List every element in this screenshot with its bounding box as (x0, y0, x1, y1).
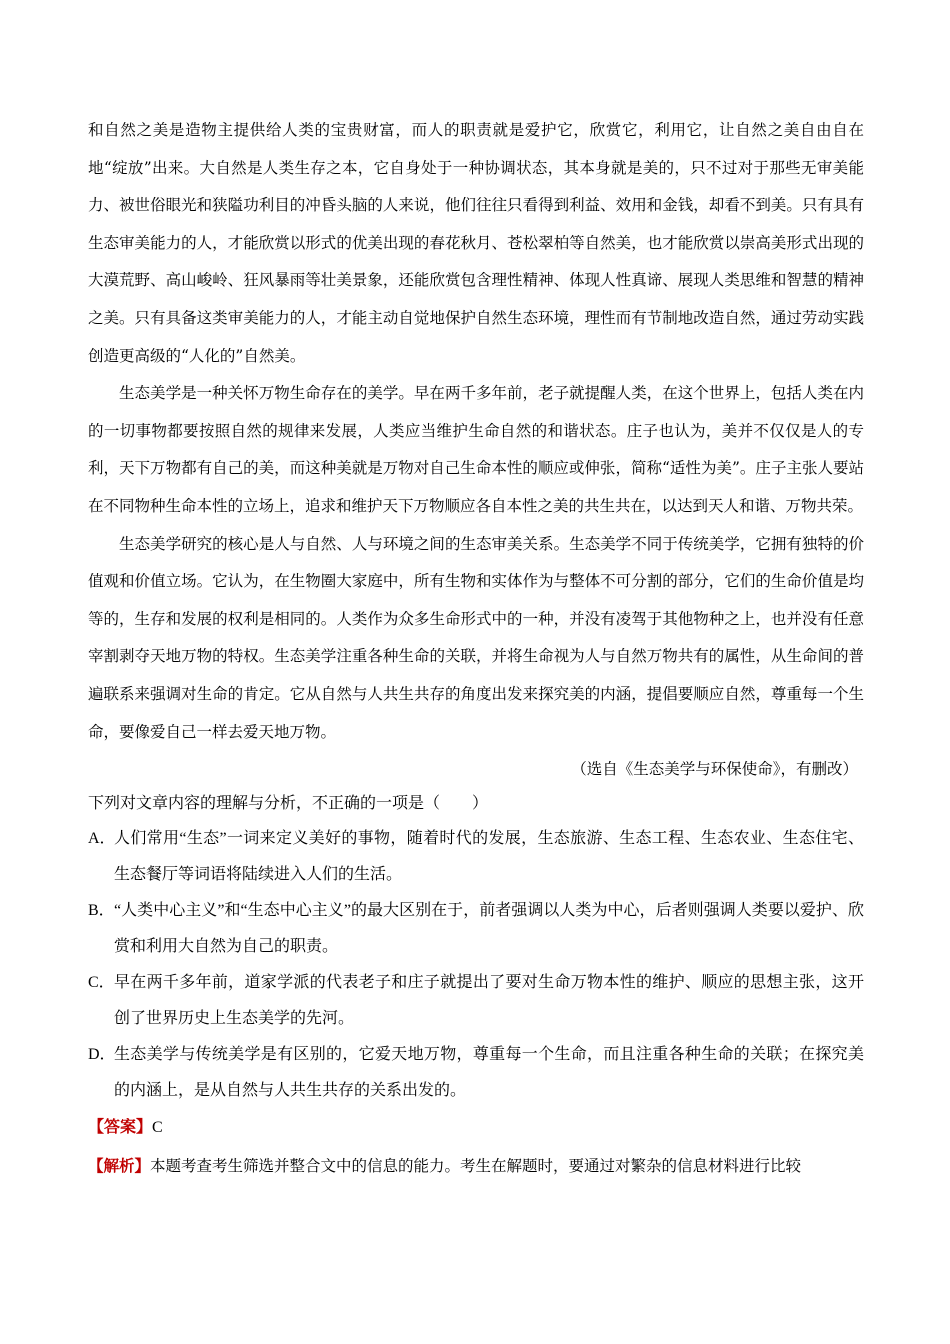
document-page (88, 112, 864, 1185)
option-c-letter: C． (88, 974, 115, 992)
analysis-tag: 【解析】 (88, 1156, 151, 1176)
analysis-text: 本题考查考生筛选并整合文中的信息的能力。考生在解题时，要通过对繁杂的信息材料进行比较 (150, 1157, 802, 1176)
option-d-text: 生态美学与传统美学是有区别的，它爱天地万物，尊重每一个生命，而且注重各种生命的关联；在探究美的内涵上，是从自然与人共生共存的关系出发的。 (114, 1046, 864, 1100)
answer-tag: 【答案】 (88, 1119, 153, 1137)
option-c-text: 早在两千多年前，道家学派的代表老子和庄子就提出了要对生命万物本性的维护、顺应的思想主张，这开创了世界历史上生态美学的先河。 (114, 974, 864, 1028)
passage-paragraph-3: 生态美学研究的核心是人与自然、人与环境之间的生态审美关系。生态美学不同于传统美学，它拥有独特的价值观和价值立场。它认为，在生物圈大家庭中，所有生物和实体作为与整体不可分割的部分，它们的生命价值是均等的，生存和发展的权利是相同的。人类作为众多生命形式中的一种，并没有凌驾于其他物种之上，也并没有任意宰割剥夺天地万物的特权。生态美学注重各种生命的关联，并将生命视为人与自然万物共有的属性，从生命间的普遍联系来强调对生命的肯定。它从自然与人共生共存的角度出发来探究美的内涵，提倡要顺应自然，尊重每一个生命，要像爱自己一样去爱天地万物。 (88, 534, 864, 741)
option-c (88, 965, 864, 1037)
option-b-text: “人类中心主义”和“生态中心主义”的最大区别在于，前者强调以人类为中心，后者则强调人类要以爱护、欣赏和利用大自然为自己的职责。 (114, 902, 864, 956)
option-d-letter: D． (88, 1046, 116, 1064)
option-d (88, 1037, 864, 1109)
option-a-text: 人们常用“生态”一词来定义美好的事物，随着时代的发展，生态旅游、生态工程、生态农业、生态住宅、生态餐厅等词语将陆续进入人们的生活。 (114, 830, 864, 884)
passage-source: （选自《生态美学与环保使命》，有删改） (571, 760, 858, 779)
answer-line (88, 1109, 864, 1147)
answer-value: C (152, 1119, 163, 1137)
option-a (88, 821, 864, 893)
question-stem: 下列对文章内容的理解与分析，不正确的一项是（ ） (88, 795, 489, 813)
option-b (88, 893, 864, 965)
passage-paragraph-2: 生态美学是一种关怀万物生命存在的美学。早在两千多年前，老子就提醒人类，在这个世界上，包括人类在内的一切事物都要按照自然的规律来发展，人类应当维护生命自然的和谐状态。庄子也认为，美并不仅仅是人的专利，天下万物都有自己的美，而这种美就是万物对自己生命本性的顺应或伸张，简称“适性为美”。庄子主张人要站在不同物种生命本性的立场上，追求和维护天下万物顺应各自本性之美的共生共在，以达到天人和谐、万物共荣。 (88, 384, 864, 515)
option-b-letter: B． (88, 902, 115, 920)
option-a-letter: A． (88, 830, 116, 848)
analysis-line (88, 1147, 864, 1185)
passage-paragraph-1: 和自然之美是造物主提供给人类的宝贵财富，而人的职责就是爱护它，欣赏它，利用它，让自然之美自由自在地“绽放”出来。大自然是人类生存之本，它自身处于一种协调状态，其本身就是美的，只不过对于那些无审美能力、被世俗眼光和狭隘功利目的冲昏头脑的人来说，他们往往只看得到利益、效用和金钱，却看不到美。只有具有生态审美能力的人，才能欣赏以形式的优美出现的春花秋月、苍松翠柏等自然美，也才能欣赏以崇高美形式出现的大漠荒野、高山峻岭、狂风暴雨等壮美景象，还能欣赏包含理性精神、体现人性真谛、展现人类思维和智慧的精神之美。只有具备这类审美能力的人，才能主动自觉地保护自然生态环境，理性而有节制地改造自然，通过劳动实践创造更高级的“人化的”自然美。 (88, 121, 864, 365)
